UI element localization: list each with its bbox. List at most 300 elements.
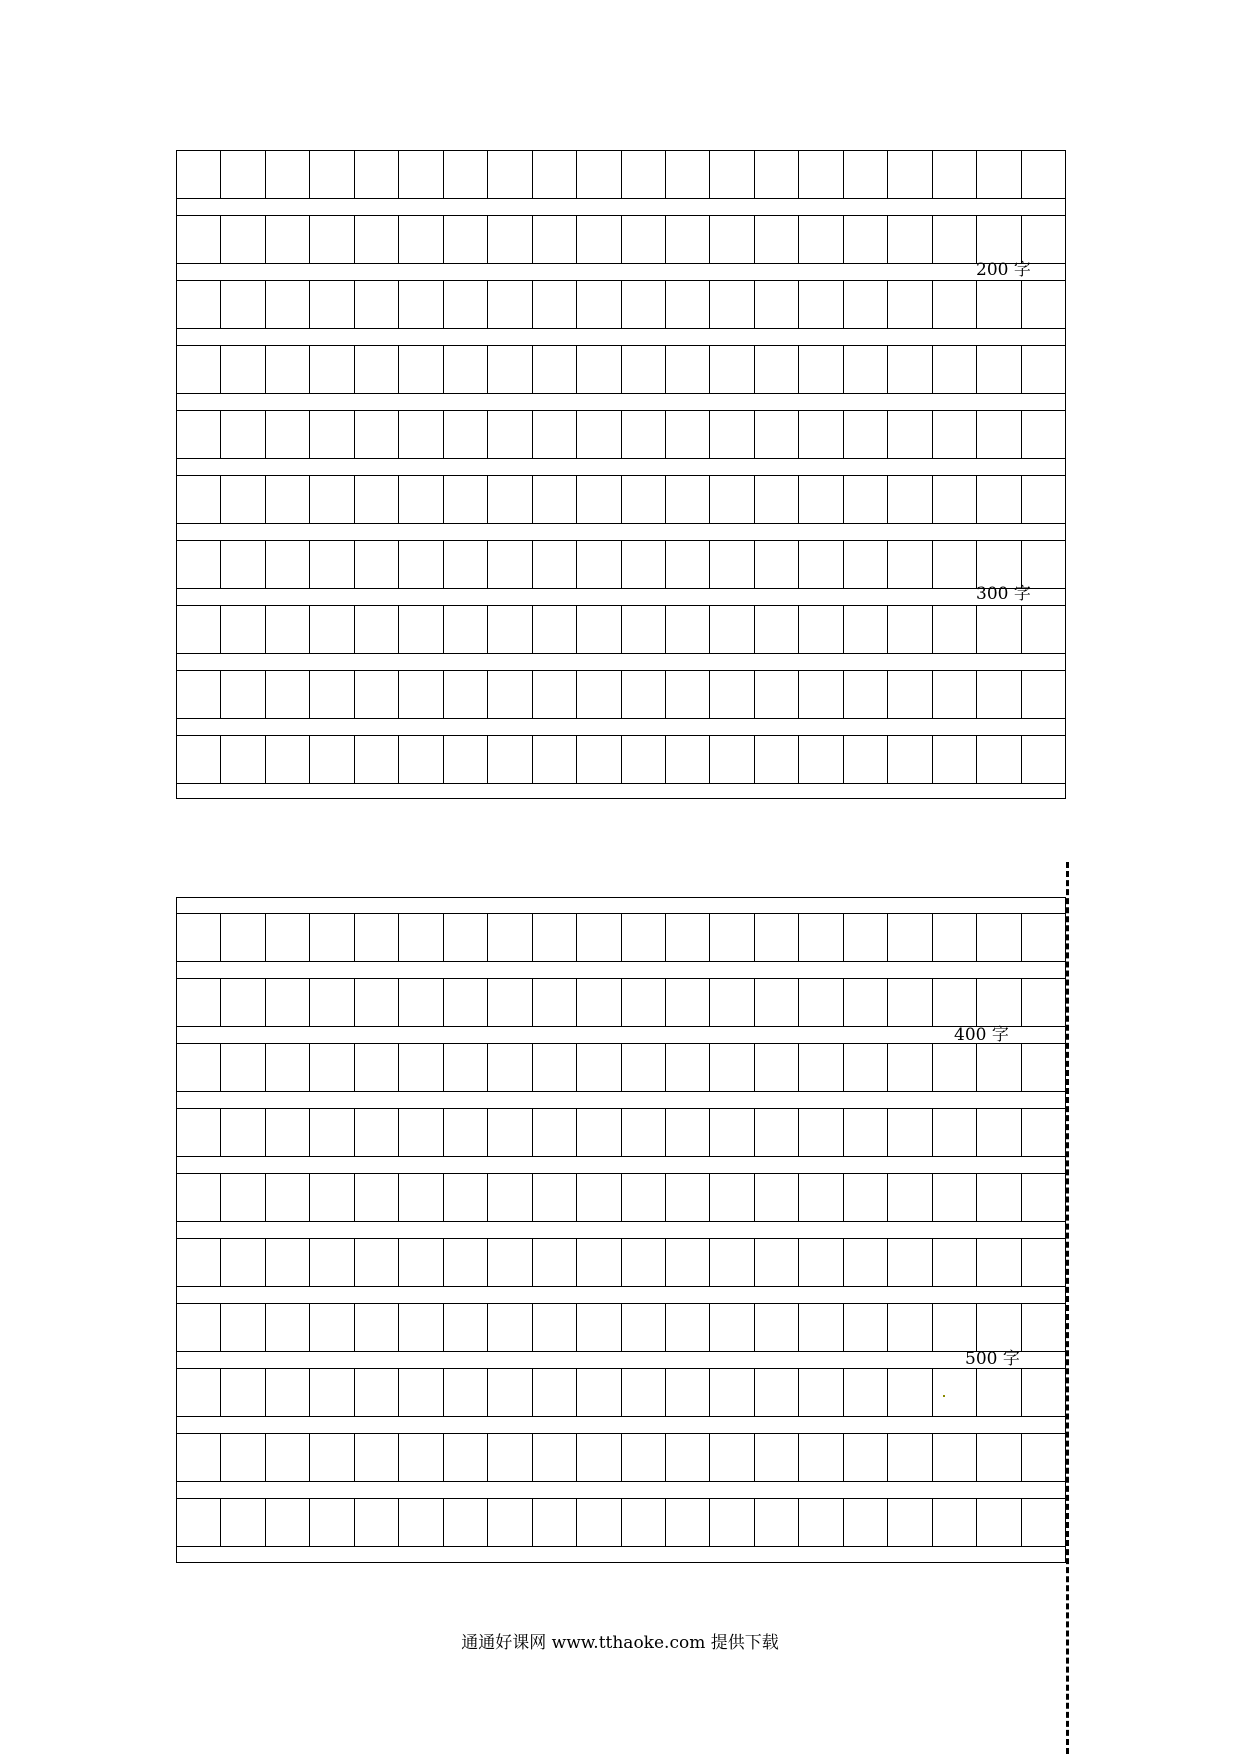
grid-cell (755, 1499, 799, 1546)
grid-row (177, 978, 1065, 1027)
grid-cell (355, 1434, 399, 1481)
grid-row (177, 605, 1065, 654)
grid-cell (266, 476, 310, 523)
grid-cell (221, 476, 265, 523)
grid-cell (755, 671, 799, 718)
grid-cell (622, 1304, 666, 1351)
grid-cell (755, 216, 799, 263)
grid-cell (177, 1499, 221, 1546)
grid-cell (488, 411, 532, 458)
grid-cell (488, 281, 532, 328)
grid-cell (577, 606, 621, 653)
grid-cell (444, 346, 488, 393)
grid-cell (266, 346, 310, 393)
grid-cell (533, 1044, 577, 1091)
grid-cell (177, 606, 221, 653)
grid-cell (355, 1174, 399, 1221)
grid-cell (755, 1109, 799, 1156)
grid-cell (710, 476, 754, 523)
grid-cell (266, 1044, 310, 1091)
grid-cell (844, 606, 888, 653)
grid-cell (444, 979, 488, 1026)
grid-cell (622, 1044, 666, 1091)
grid-cell (710, 1304, 754, 1351)
grid-cell (355, 1239, 399, 1286)
grid-cell (221, 541, 265, 588)
grid-cell (977, 1434, 1021, 1481)
grid-cell (266, 151, 310, 198)
grid-cell (755, 1044, 799, 1091)
grid-cell (710, 1239, 754, 1286)
grid-cell (622, 1369, 666, 1416)
grid-cell (844, 216, 888, 263)
grid-cell (799, 1499, 843, 1546)
grid-cell (221, 1434, 265, 1481)
grid-cell (399, 1304, 443, 1351)
grid-row (177, 1303, 1065, 1352)
grid-cell (888, 606, 932, 653)
grid-cell (444, 1434, 488, 1481)
grid-cell (933, 346, 977, 393)
grid-cell (399, 1174, 443, 1221)
grid-cell (533, 671, 577, 718)
grid-cell (355, 216, 399, 263)
grid-cell (755, 914, 799, 961)
grid-cell (799, 914, 843, 961)
grid-cell (1022, 1044, 1065, 1091)
grid-cell (710, 541, 754, 588)
grid-cell (266, 1434, 310, 1481)
grid-cell (399, 736, 443, 783)
grid-cell (577, 541, 621, 588)
grid-cell (844, 736, 888, 783)
grid-cell (577, 216, 621, 263)
grid-cell (266, 1369, 310, 1416)
grid-cell (1022, 736, 1065, 783)
grid-cell (933, 671, 977, 718)
grid-cell (710, 346, 754, 393)
grid-cell (399, 979, 443, 1026)
grid-cell (888, 541, 932, 588)
grid-cell (844, 1304, 888, 1351)
grid-cell (666, 151, 710, 198)
grid-cell (1022, 1109, 1065, 1156)
grid-cell (622, 914, 666, 961)
grid-row (177, 670, 1065, 719)
grid-cell (577, 979, 621, 1026)
grid-cell (177, 1109, 221, 1156)
grid-cell (844, 346, 888, 393)
grid-cell (666, 346, 710, 393)
grid-cell (622, 541, 666, 588)
grid-cell (710, 1369, 754, 1416)
grid-cell (177, 541, 221, 588)
grid-row (177, 1433, 1065, 1482)
grid-cell (355, 1304, 399, 1351)
grid-cell (266, 216, 310, 263)
grid-cell (399, 1434, 443, 1481)
grid-cell (444, 1304, 488, 1351)
grid-cell (977, 1499, 1021, 1546)
grid-cell (577, 1304, 621, 1351)
grid-cell (266, 1304, 310, 1351)
grid-cell (933, 411, 977, 458)
grid-cell (310, 1434, 354, 1481)
grid-cell (488, 979, 532, 1026)
grid-cell (310, 476, 354, 523)
grid-cell (844, 1369, 888, 1416)
grid-cell (444, 1239, 488, 1286)
grid-cell (266, 541, 310, 588)
grid-cell (533, 1174, 577, 1221)
grid-cell (444, 606, 488, 653)
grid-cell (933, 216, 977, 263)
grid-cell (666, 606, 710, 653)
grid-cell (577, 671, 621, 718)
grid-cell (488, 736, 532, 783)
grid-cell (399, 606, 443, 653)
grid-cell (533, 979, 577, 1026)
grid-cell (799, 1044, 843, 1091)
grid-row (177, 1108, 1065, 1157)
grid-cell (399, 1499, 443, 1546)
grid-row (177, 1043, 1065, 1092)
grid-cell (177, 346, 221, 393)
grid-cell (666, 1239, 710, 1286)
grid-cell (177, 1239, 221, 1286)
word-count-label-500: 500 字 (965, 1349, 1020, 1369)
grid-cell (399, 1109, 443, 1156)
grid-cell (577, 151, 621, 198)
grid-cell (399, 541, 443, 588)
grid-cell (933, 541, 977, 588)
grid-cell (399, 914, 443, 961)
grid-cell (444, 1369, 488, 1416)
grid-cell (488, 476, 532, 523)
grid-cell (799, 476, 843, 523)
grid-cell (355, 411, 399, 458)
grid-cell (533, 606, 577, 653)
grid-cell (533, 151, 577, 198)
grid-row (177, 475, 1065, 524)
grid-cell (844, 671, 888, 718)
grid-cell (799, 1239, 843, 1286)
grid-cell (533, 411, 577, 458)
grid-cell (488, 1239, 532, 1286)
grid-row (177, 1498, 1065, 1547)
grid-cell (533, 1239, 577, 1286)
grid-cell (710, 1499, 754, 1546)
grid-cell (444, 151, 488, 198)
grid-cell (977, 1109, 1021, 1156)
grid-cell (1022, 1174, 1065, 1221)
grid-cell (310, 914, 354, 961)
grid-cell (977, 1044, 1021, 1091)
grid-cell (488, 346, 532, 393)
grid-cell (710, 281, 754, 328)
grid-cell (399, 281, 443, 328)
grid-cell (622, 151, 666, 198)
grid-cell (488, 671, 532, 718)
grid-cell (266, 1174, 310, 1221)
grid-cell (933, 914, 977, 961)
grid-cell (799, 281, 843, 328)
grid-cell (310, 1369, 354, 1416)
grid-cell (221, 1369, 265, 1416)
grid-cell (888, 346, 932, 393)
grid-cell (444, 216, 488, 263)
grid-cell (310, 411, 354, 458)
grid-cell (888, 151, 932, 198)
grid-cell (888, 1304, 932, 1351)
grid-cell (799, 979, 843, 1026)
grid-cell (310, 671, 354, 718)
grid-cell (844, 1239, 888, 1286)
grid-cell (755, 476, 799, 523)
grid-cell (355, 281, 399, 328)
grid-cell (577, 281, 621, 328)
grid-cell (888, 411, 932, 458)
grid-cell (399, 411, 443, 458)
grid-cell (221, 1174, 265, 1221)
grid-cell (1022, 979, 1065, 1026)
grid-row (177, 345, 1065, 394)
grid-cell (977, 151, 1021, 198)
grid-cell (221, 736, 265, 783)
grid-cell (622, 1239, 666, 1286)
grid-cell (533, 1109, 577, 1156)
grid-cell (577, 914, 621, 961)
grid-cell (799, 541, 843, 588)
grid-cell (710, 151, 754, 198)
grid-cell (355, 671, 399, 718)
grid-cell (755, 736, 799, 783)
grid-cell (355, 736, 399, 783)
grid-cell (622, 736, 666, 783)
grid-cell (177, 1434, 221, 1481)
grid-cell (177, 216, 221, 263)
grid-cell (844, 1109, 888, 1156)
grid-cell (577, 1499, 621, 1546)
grid-cell (799, 216, 843, 263)
grid-cell (355, 1044, 399, 1091)
grid-cell (933, 1044, 977, 1091)
grid-row (177, 410, 1065, 459)
grid-cell (888, 281, 932, 328)
grid-cell (310, 1499, 354, 1546)
grid-cell (1022, 476, 1065, 523)
grid-cell (977, 1304, 1021, 1351)
grid-cell (533, 736, 577, 783)
grid-cell (310, 346, 354, 393)
grid-cell (177, 411, 221, 458)
grid-cell (399, 346, 443, 393)
grid-cell (933, 1174, 977, 1221)
grid-cell (266, 736, 310, 783)
grid-cell (666, 914, 710, 961)
grid-cell (622, 1434, 666, 1481)
grid-cell (399, 476, 443, 523)
grid-cell (1022, 1239, 1065, 1286)
grid-cell (355, 1109, 399, 1156)
grid-cell (710, 606, 754, 653)
grid-cell (933, 1304, 977, 1351)
grid-cell (710, 736, 754, 783)
grid-cell (221, 606, 265, 653)
grid-cell (710, 1044, 754, 1091)
grid-cell (933, 1109, 977, 1156)
grid-cell (577, 346, 621, 393)
grid-cell (666, 216, 710, 263)
grid-cell (577, 1369, 621, 1416)
grid-cell (755, 1239, 799, 1286)
grid-cell (666, 736, 710, 783)
grid-cell (799, 1434, 843, 1481)
grid-cell (844, 476, 888, 523)
grid-cell (933, 606, 977, 653)
grid-cell (399, 1239, 443, 1286)
grid-cell (755, 979, 799, 1026)
grid-cell (221, 979, 265, 1026)
grid-cell (977, 541, 1021, 588)
grid-cell (977, 476, 1021, 523)
grid-cell (177, 914, 221, 961)
grid-cell (1022, 411, 1065, 458)
grid-cell (933, 1434, 977, 1481)
grid-cell (355, 541, 399, 588)
grid-cell (577, 1109, 621, 1156)
grid-cell (888, 1109, 932, 1156)
grid-cell (310, 1239, 354, 1286)
grid-cell (888, 1499, 932, 1546)
word-count-label-300: 300 字 (976, 584, 1031, 604)
grid-cell (977, 1369, 1021, 1416)
grid-cell (799, 736, 843, 783)
grid-cell (977, 914, 1021, 961)
grid-block-top (176, 150, 1066, 799)
grid-cell (844, 979, 888, 1026)
grid-cell (755, 346, 799, 393)
grid-cell (488, 151, 532, 198)
grid-cell (221, 671, 265, 718)
grid-cell (177, 151, 221, 198)
word-count-label-400: 400 字 (954, 1025, 1009, 1045)
grid-cell (755, 1434, 799, 1481)
grid-cell (266, 914, 310, 961)
grid-cell (933, 281, 977, 328)
grid-cell (577, 736, 621, 783)
grid-cell (221, 216, 265, 263)
grid-cell (888, 1369, 932, 1416)
grid-cell (1022, 1434, 1065, 1481)
grid-cell (1022, 671, 1065, 718)
grid-cell (799, 1174, 843, 1221)
grid-cell (577, 1174, 621, 1221)
grid-cell (533, 476, 577, 523)
grid-cell (310, 606, 354, 653)
grid-cell (444, 411, 488, 458)
grid-cell (622, 1174, 666, 1221)
grid-cell (266, 1109, 310, 1156)
grid-row (177, 150, 1065, 199)
grid-cell (755, 411, 799, 458)
grid-cell (622, 606, 666, 653)
grid-row (177, 913, 1065, 962)
grid-cell (355, 346, 399, 393)
grid-cell (577, 1239, 621, 1286)
grid-cell (355, 1369, 399, 1416)
grid-cell (266, 1499, 310, 1546)
grid-cell (577, 476, 621, 523)
grid-cell (622, 216, 666, 263)
grid-cell (533, 1499, 577, 1546)
grid-cell (666, 979, 710, 1026)
grid-cell (666, 1369, 710, 1416)
grid-cell (799, 671, 843, 718)
grid-cell (177, 476, 221, 523)
grid-cell (666, 281, 710, 328)
word-count-label-200: 200 字 (976, 260, 1031, 280)
grid-cell (177, 281, 221, 328)
grid-cell (533, 914, 577, 961)
grid-cell (977, 216, 1021, 263)
grid-cell (488, 1044, 532, 1091)
grid-cell (622, 281, 666, 328)
grid-cell (577, 411, 621, 458)
grid-cell (710, 216, 754, 263)
grid-cell (399, 671, 443, 718)
grid-cell (266, 606, 310, 653)
grid-cell (1022, 216, 1065, 263)
grid-cell (444, 476, 488, 523)
grid-cell (355, 979, 399, 1026)
grid-cell (488, 1369, 532, 1416)
grid-cell (977, 346, 1021, 393)
grid-cell (444, 671, 488, 718)
grid-cell (444, 1499, 488, 1546)
grid-cell (310, 541, 354, 588)
grid-cell (977, 411, 1021, 458)
grid-cell (799, 1109, 843, 1156)
grid-cell (844, 914, 888, 961)
grid-cell (310, 1174, 354, 1221)
grid-cell (888, 476, 932, 523)
grid-cell (221, 914, 265, 961)
grid-cell (444, 281, 488, 328)
grid-cell (666, 671, 710, 718)
grid-cell (844, 1499, 888, 1546)
grid-cell (221, 1499, 265, 1546)
grid-row (177, 1173, 1065, 1222)
grid-cell (310, 151, 354, 198)
grid-cell (1022, 281, 1065, 328)
grid-cell (577, 1044, 621, 1091)
grid-cell (888, 736, 932, 783)
grid-cell (266, 281, 310, 328)
grid-cell (355, 914, 399, 961)
grid-cell (221, 151, 265, 198)
grid-cell (622, 1499, 666, 1546)
stray-mark (943, 1395, 945, 1397)
grid-cell (444, 1044, 488, 1091)
grid-cell (488, 1109, 532, 1156)
grid-cell (310, 979, 354, 1026)
grid-cell (666, 1109, 710, 1156)
cut-line (1066, 862, 1069, 1754)
grid-cell (799, 346, 843, 393)
page-footer: 通通好课网 www.tthaoke.com 提供下载 (461, 1633, 779, 1653)
grid-cell (844, 281, 888, 328)
